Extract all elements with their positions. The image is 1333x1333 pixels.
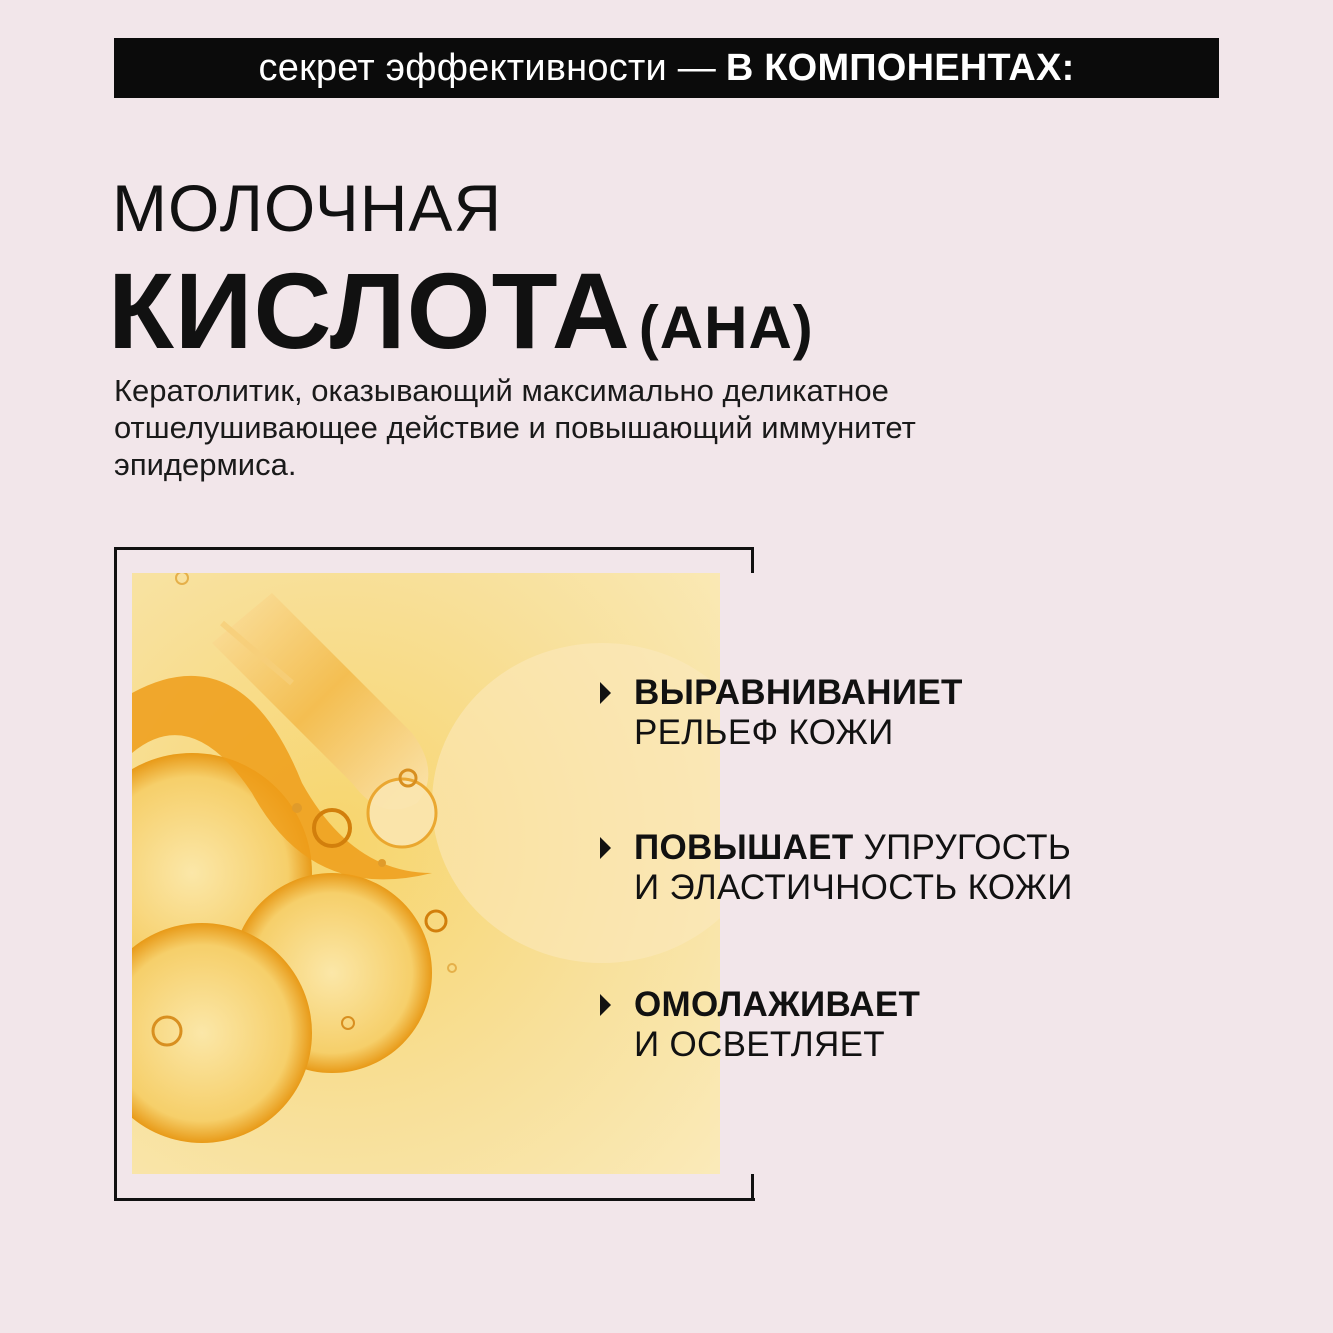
ingredient-description: Кератолитик, оказывающий максимально деликатное отшелушивающее действие и повышающий иммунитет эпидермиса.	[114, 373, 916, 482]
title-line-1: МОЛОЧНАЯ	[112, 171, 503, 245]
benefit-line2: РЕЛЬЕФ КОЖИ	[634, 713, 894, 752]
banner-light-text: секрет эффективности —	[258, 46, 716, 89]
benefit-line2: И ОСВЕТЛЯЕТ	[634, 1025, 885, 1064]
title-line-2	[108, 252, 814, 371]
benefit-text	[634, 985, 1200, 1065]
bullet-arrow-icon	[600, 837, 611, 859]
benefit-text	[634, 673, 1200, 753]
bullet-arrow-icon	[600, 994, 611, 1016]
benefit-item	[600, 985, 1200, 1065]
title-main: КИСЛОТА	[108, 250, 631, 371]
benefit-line2: И ЭЛАСТИЧНОСТЬ КОЖИ	[634, 868, 1073, 907]
photo-frame-right-tick-bottom	[751, 1174, 754, 1201]
benefit-bold: ПОВЫШАЕТ	[634, 828, 854, 867]
title-suffix: (AHA)	[638, 294, 814, 361]
benefit-rest: УПРУГОСТЬ	[863, 828, 1072, 867]
benefit-bold: ОМОЛАЖИВАЕТ	[634, 985, 921, 1024]
benefit-item	[600, 828, 1200, 908]
benefit-text	[634, 828, 1200, 908]
benefit-bold: ВЫРАВНИВАНИЕТ	[634, 673, 963, 712]
bullet-arrow-icon	[600, 682, 611, 704]
header-banner	[114, 38, 1219, 98]
photo-frame-top-edge	[114, 547, 754, 550]
photo-frame-right-tick-top	[751, 547, 754, 573]
banner-bold-text: В КОМПОНЕНТАХ:	[725, 46, 1075, 89]
benefit-item	[600, 673, 1200, 753]
